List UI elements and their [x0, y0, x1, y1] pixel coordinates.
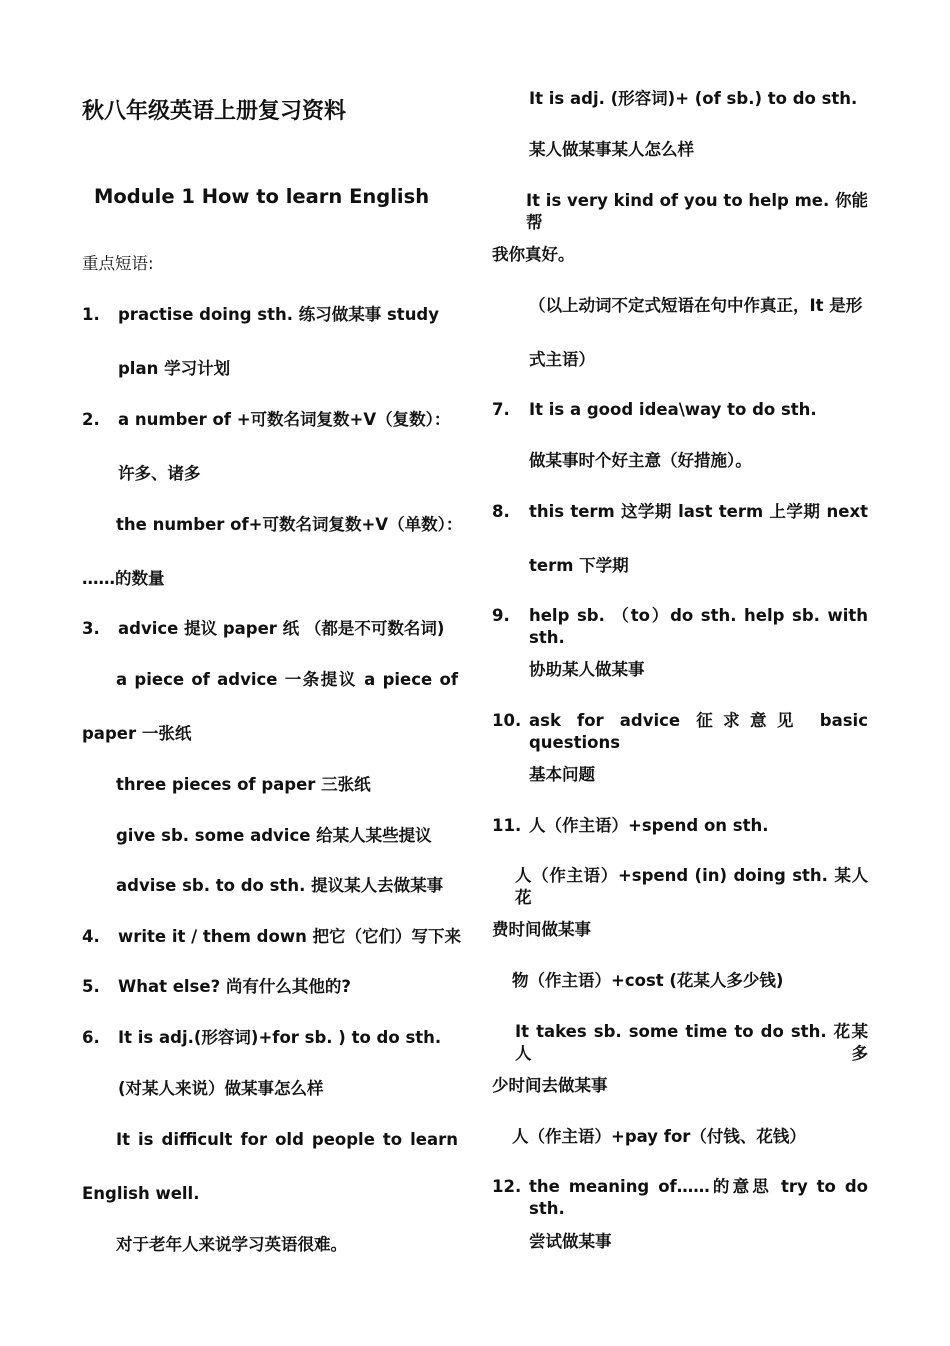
- phrase-line: 费时间做某事: [492, 920, 591, 939]
- phrase-line: 许多、诸多: [118, 464, 201, 483]
- document-title: 秋八年级英语上册复习资料: [82, 99, 347, 124]
- phrase-line: 物（作主语）+cost (花某人多少钱): [512, 971, 784, 990]
- item-number: 10.: [492, 711, 522, 730]
- phrase-line: 做某事时个好主意（好措施）。: [529, 451, 752, 470]
- item-number: 12.: [492, 1177, 522, 1196]
- phrase-line: It is very kind of you to help me. 你能帮: [526, 191, 868, 232]
- phrase-line: term 下学期: [529, 556, 629, 575]
- phrase-line: the number of+可数名词复数+V（单数）：: [116, 515, 463, 534]
- phrase-line: 式主语）: [529, 350, 595, 369]
- phrase-line: a piece of advice 一条提议 a piece of: [116, 670, 458, 689]
- phrase-line: a number of +可数名词复数+V（复数）：: [118, 410, 451, 429]
- phrase-line: English well.: [82, 1184, 200, 1203]
- section-label: 重点短语:: [82, 254, 154, 273]
- phrase-line: 基本问题: [529, 765, 595, 784]
- phrase-line: It is adj. (形容词)+ (of sb.) to do sth.: [529, 89, 858, 108]
- phrase-line: write it / them down 把它（它们）写下来: [118, 927, 462, 946]
- phrase-line: 人（作主语）+pay for（付钱、花钱）: [512, 1127, 806, 1146]
- phrase-line: paper 一张纸: [82, 724, 192, 743]
- item-number: 6.: [82, 1028, 100, 1047]
- phrase-line: It is a good idea\way to do sth.: [529, 400, 817, 419]
- item-number: 3.: [82, 619, 100, 638]
- item-number: 1.: [82, 305, 100, 324]
- phrase-line: 对于老年人来说学习英语很难。: [116, 1235, 347, 1254]
- module-heading: Module 1 How to learn English: [94, 185, 430, 208]
- phrase-line: practise doing sth. 练习做某事 study: [118, 305, 440, 324]
- phrase-line: （以上动词不定式短语在句中作真正，It 是形: [529, 296, 863, 315]
- phrase-line: It is difficult for old people to learn: [116, 1130, 458, 1149]
- phrase-line: 我你真好。: [492, 245, 575, 264]
- item-number: 8.: [492, 502, 510, 521]
- phrase-line: 尝试做某事: [529, 1232, 612, 1251]
- item-number: 5.: [82, 977, 100, 996]
- item-number: 7.: [492, 400, 510, 419]
- phrase-line: help sb. （to）do sth. help sb. with sth.: [529, 606, 868, 647]
- phrase-line: advise sb. to do sth. 提议某人去做某事: [116, 876, 444, 895]
- phrase-line: plan 学习计划: [118, 359, 231, 378]
- phrase-line: 协助某人做某事: [529, 660, 645, 679]
- phrase-line: advice 提议 paper 纸 （都是不可数名词): [118, 619, 445, 638]
- item-number: 4.: [82, 927, 100, 946]
- phrase-line: 少时间去做某事: [492, 1076, 608, 1095]
- phrase-line: (对某人来说）做某事怎么样: [118, 1079, 324, 1098]
- phrase-line: It takes sb. some time to do sth. 花某人多: [515, 1022, 868, 1063]
- phrase-line: What else? 尚有什么其他的?: [118, 977, 351, 996]
- phrase-line: the meaning of……的意思 try to do sth.: [529, 1177, 868, 1218]
- phrase-line: give sb. some advice 给某人某些提议: [116, 826, 432, 845]
- phrase-line: three pieces of paper 三张纸: [116, 775, 371, 794]
- item-number: 9.: [492, 606, 510, 625]
- phrase-line: 人（作主语）+spend on sth.: [529, 816, 769, 835]
- phrase-line: this term 这学期 last term 上学期 next: [529, 502, 868, 521]
- item-number: 2.: [82, 410, 100, 429]
- phrase-line: ……的数量: [82, 569, 165, 588]
- phrase-line: It is adj.(形容词)+for sb. ) to do sth.: [118, 1028, 442, 1047]
- phrase-line: ask for advice 征求意见 basic questions: [529, 711, 868, 752]
- phrase-line: 某人做某事某人怎么样: [529, 140, 694, 159]
- item-number: 11.: [492, 816, 522, 835]
- phrase-line: 人（作主语）+spend (in) doing sth. 某人花: [515, 866, 868, 907]
